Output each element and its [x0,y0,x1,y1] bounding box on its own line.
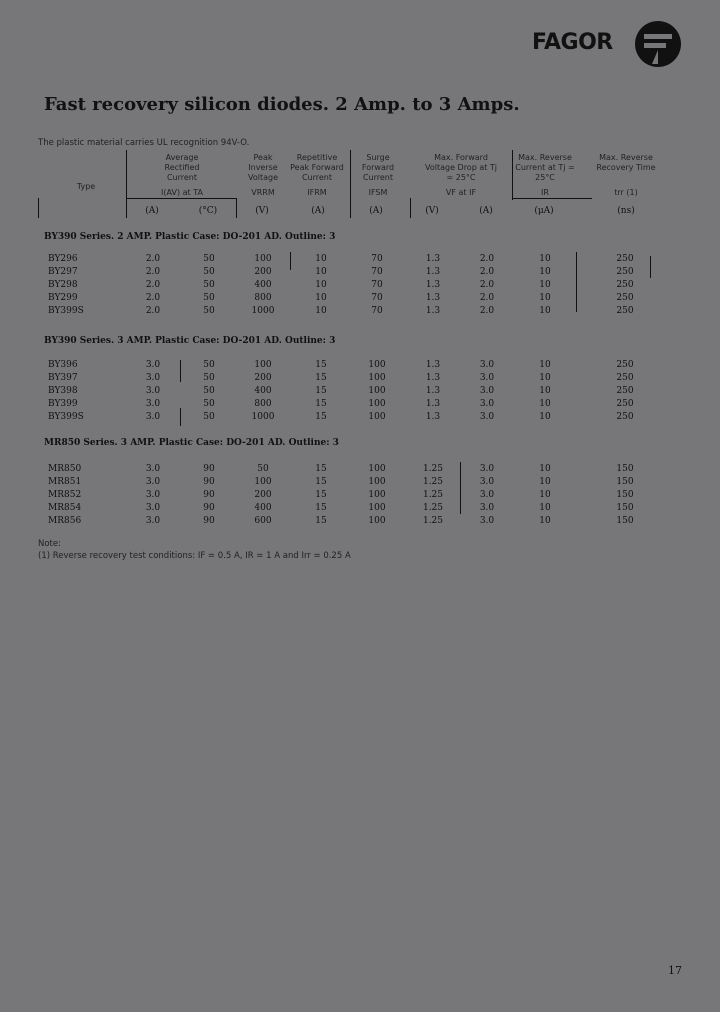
cell-ir: 10 [539,306,551,316]
cell-trr: 150 [616,464,634,474]
table-row [0,254,720,267]
cell-temp: 50 [203,412,215,422]
section-title: BY390 Series. 3 AMP. Plastic Case: DO-201 AD. Outline: 3 [44,336,336,346]
cell-if: 3.0 [479,516,495,526]
header-reverse-current-symbol: IR [541,188,549,197]
table-row [0,477,720,490]
table-row [0,412,720,425]
header-rule [512,198,592,199]
cell-avg-current: 3.0 [145,516,161,526]
unit-rep-current: (A) [311,206,325,216]
cell-avg-current: 3.0 [145,490,161,500]
cell-temp: 90 [203,490,215,500]
cell-trr: 250 [616,373,634,383]
header-rule [126,198,236,199]
header-peak-voltage: Peak Inverse Voltage [247,153,278,182]
cell-temp: 50 [203,306,215,316]
cell-trr: 150 [616,503,634,513]
section-title: MR850 Series. 3 AMP. Plastic Case: DO-201 AD. Outline: 3 [44,438,339,448]
cell-temp: 90 [203,516,215,526]
header-forward-drop-symbol: VF at IF [445,188,477,197]
cell-if: 2.0 [479,254,495,264]
cell-vf: 1.25 [422,477,444,487]
header-rep-current-symbol: IFRM [307,188,327,197]
header-divider [350,150,351,218]
cell-vf: 1.25 [422,503,444,513]
cell-type: MR856 [48,516,82,526]
cell-trr: 250 [616,399,634,409]
brand-name: FAGOR [532,30,613,55]
cell-if: 2.0 [479,293,495,303]
cell-type: MR850 [48,464,82,474]
column-divider [650,256,651,278]
cell-ir: 10 [539,477,551,487]
cell-if: 3.0 [479,477,495,487]
cell-voltage: 400 [254,503,272,513]
cell-ir: 10 [539,293,551,303]
cell-vf: 1.3 [425,267,441,277]
cell-type: BY399S [48,306,84,316]
header-divider [410,198,411,218]
table-row [0,386,720,399]
header-rep-current: Repetitive Peak Forward Current [290,153,344,182]
cell-surge: 100 [368,373,386,383]
header-reverse-current: Max. Reverse Current at Tj = 25°C [515,153,575,182]
cell-rep-current: 15 [315,477,327,487]
cell-vf: 1.3 [425,399,441,409]
cell-ir: 10 [539,254,551,264]
cell-voltage: 100 [254,360,272,370]
table-row [0,399,720,412]
cell-rep-current: 15 [315,490,327,500]
table-row [0,306,720,319]
table-row [0,503,720,516]
cell-ir: 10 [539,464,551,474]
material-note: The plastic material carries UL recognition 94V-O. [38,138,250,148]
unit-recovery: (ns) [617,206,635,216]
cell-if: 2.0 [479,280,495,290]
cell-vf: 1.3 [425,306,441,316]
header-forward-drop: Max. Forward Voltage Drop at Tj = 25°C [424,153,498,182]
table-row [0,516,720,529]
column-divider [180,408,181,426]
cell-voltage: 600 [254,516,272,526]
table-row [0,373,720,386]
cell-surge: 70 [371,306,383,316]
table-row [0,464,720,477]
cell-vf: 1.3 [425,412,441,422]
unit-voltage: (V) [255,206,269,216]
cell-voltage: 400 [254,280,272,290]
header-recovery-symbol: trr (1) [614,188,638,197]
unit-forward-current: (A) [479,206,493,216]
cell-vf: 1.3 [425,254,441,264]
table-row [0,490,720,503]
cell-type: MR851 [48,477,82,487]
cell-surge: 100 [368,477,386,487]
cell-temp: 90 [203,503,215,513]
cell-voltage: 200 [254,490,272,500]
cell-vf: 1.3 [425,386,441,396]
cell-surge: 100 [368,490,386,500]
cell-ir: 10 [539,412,551,422]
cell-rep-current: 15 [315,399,327,409]
cell-avg-current: 2.0 [145,267,161,277]
cell-ir: 10 [539,516,551,526]
cell-vf: 1.3 [425,280,441,290]
cell-trr: 250 [616,280,634,290]
column-divider [180,360,181,382]
cell-surge: 100 [368,360,386,370]
cell-surge: 100 [368,464,386,474]
header-recovery: Max. Reverse Recovery Time [596,153,656,172]
cell-if: 3.0 [479,386,495,396]
cell-surge: 70 [371,280,383,290]
header-peak-voltage-symbol: VRRM [251,188,275,197]
cell-avg-current: 3.0 [145,386,161,396]
table-row [0,280,720,293]
cell-temp: 90 [203,477,215,487]
unit-temp: (°C) [198,206,218,216]
cell-avg-current: 3.0 [145,399,161,409]
unit-surge-current: (A) [369,206,383,216]
cell-trr: 250 [616,360,634,370]
cell-rep-current: 10 [315,293,327,303]
header-avg-current: Average Rectified Current [164,153,200,182]
cell-surge: 100 [368,412,386,422]
cell-surge: 100 [368,386,386,396]
cell-vf: 1.25 [422,516,444,526]
page-number: 17 [668,964,682,977]
cell-avg-current: 3.0 [145,503,161,513]
table-row [0,360,720,373]
cell-temp: 50 [203,373,215,383]
cell-ir: 10 [539,399,551,409]
cell-temp: 50 [203,360,215,370]
header-divider [236,198,237,218]
unit-forward-drop: (V) [425,206,439,216]
notes-label: Note: [38,539,61,549]
header-type: Type [76,182,96,191]
cell-avg-current: 2.0 [145,306,161,316]
cell-trr: 250 [616,254,634,264]
cell-if: 3.0 [479,373,495,383]
cell-ir: 10 [539,267,551,277]
cell-if: 3.0 [479,412,495,422]
cell-ir: 10 [539,386,551,396]
cell-surge: 70 [371,254,383,264]
table-row [0,293,720,306]
cell-rep-current: 10 [315,280,327,290]
header-divider [512,150,513,200]
cell-trr: 250 [616,293,634,303]
column-divider [290,252,291,270]
cell-trr: 150 [616,490,634,500]
cell-temp: 50 [203,267,215,277]
cell-type: MR854 [48,503,82,513]
cell-voltage: 800 [254,399,272,409]
cell-trr: 150 [616,477,634,487]
cell-avg-current: 2.0 [145,254,161,264]
cell-temp: 50 [203,280,215,290]
cell-if: 3.0 [479,399,495,409]
fagor-mark-icon [634,20,682,68]
cell-type: BY298 [48,280,78,290]
cell-voltage: 400 [254,386,272,396]
cell-trr: 250 [616,267,634,277]
cell-if: 2.0 [479,306,495,316]
cell-if: 2.0 [479,267,495,277]
fagor-logo [532,20,684,68]
header-avg-current-symbol: I(AV) at TA [161,188,203,197]
cell-temp: 50 [203,399,215,409]
cell-trr: 150 [616,516,634,526]
cell-avg-current: 3.0 [145,464,161,474]
cell-if: 3.0 [479,360,495,370]
cell-type: BY398 [48,386,78,396]
cell-type: BY399 [48,399,78,409]
cell-avg-current: 3.0 [145,477,161,487]
unit-reverse-current: (μA) [534,206,554,216]
header-surge-current: Surge Forward Current [361,153,395,182]
cell-trr: 250 [616,386,634,396]
header-divider [38,198,39,218]
cell-voltage: 50 [257,464,269,474]
cell-if: 3.0 [479,464,495,474]
cell-rep-current: 10 [315,267,327,277]
cell-rep-current: 15 [315,373,327,383]
cell-avg-current: 3.0 [145,412,161,422]
cell-trr: 250 [616,306,634,316]
cell-rep-current: 10 [315,306,327,316]
cell-ir: 10 [539,360,551,370]
cell-surge: 70 [371,293,383,303]
cell-rep-current: 15 [315,503,327,513]
cell-vf: 1.3 [425,293,441,303]
cell-voltage: 1000 [251,412,275,422]
cell-avg-current: 3.0 [145,360,161,370]
header-divider [126,150,127,218]
cell-type: MR852 [48,490,82,500]
cell-rep-current: 15 [315,386,327,396]
column-divider [460,462,461,514]
cell-avg-current: 2.0 [145,280,161,290]
cell-type: BY296 [48,254,78,264]
cell-vf: 1.3 [425,373,441,383]
section-title: BY390 Series. 2 AMP. Plastic Case: DO-201 AD. Outline: 3 [44,232,336,242]
notes-block [38,538,351,562]
cell-rep-current: 15 [315,516,327,526]
cell-temp: 50 [203,386,215,396]
cell-vf: 1.25 [422,490,444,500]
notes-line: (1) Reverse recovery test conditions: IF = 0.5 A, IR = 1 A and Irr = 0.25 A [38,551,351,561]
cell-rep-current: 10 [315,254,327,264]
cell-type: BY399S [48,412,84,422]
cell-ir: 10 [539,503,551,513]
cell-type: BY396 [48,360,78,370]
cell-temp: 50 [203,293,215,303]
cell-voltage: 1000 [251,306,275,316]
cell-rep-current: 15 [315,412,327,422]
cell-rep-current: 15 [315,360,327,370]
cell-trr: 250 [616,412,634,422]
cell-if: 3.0 [479,490,495,500]
cell-voltage: 200 [254,267,272,277]
cell-type: BY299 [48,293,78,303]
cell-surge: 100 [368,516,386,526]
cell-type: BY397 [48,373,78,383]
cell-temp: 90 [203,464,215,474]
cell-vf: 1.25 [422,464,444,474]
cell-temp: 50 [203,254,215,264]
cell-vf: 1.3 [425,360,441,370]
cell-ir: 10 [539,280,551,290]
cell-ir: 10 [539,373,551,383]
cell-surge: 100 [368,399,386,409]
cell-surge: 100 [368,503,386,513]
cell-voltage: 100 [254,254,272,264]
page-title: Fast recovery silicon diodes. 2 Amp. to 3 Amps. [44,94,520,115]
cell-type: BY297 [48,267,78,277]
cell-if: 3.0 [479,503,495,513]
unit-avg-current: (A) [145,206,159,216]
column-divider [576,252,577,312]
header-surge-current-symbol: IFSM [368,188,388,197]
cell-surge: 70 [371,267,383,277]
table-row [0,267,720,280]
cell-rep-current: 15 [315,464,327,474]
cell-avg-current: 2.0 [145,293,161,303]
cell-voltage: 200 [254,373,272,383]
cell-ir: 10 [539,490,551,500]
cell-voltage: 800 [254,293,272,303]
cell-avg-current: 3.0 [145,373,161,383]
cell-voltage: 100 [254,477,272,487]
